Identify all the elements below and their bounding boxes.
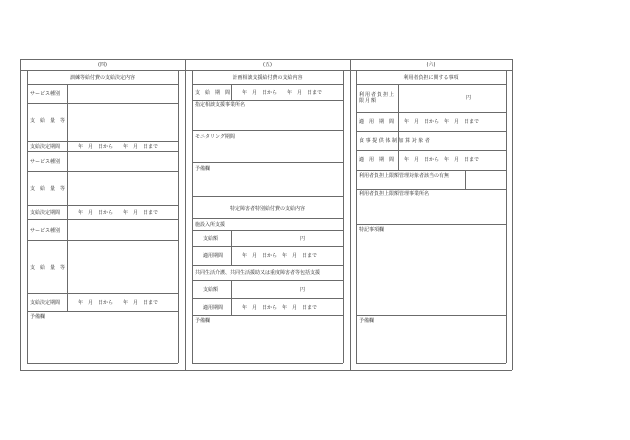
col5-inner-bottom xyxy=(192,363,343,364)
col5-period-label: 支 給 期 間 xyxy=(195,90,231,96)
col6-applicable-period-value-1: 年 月 日から 年 月 日まで xyxy=(404,119,480,125)
column-header-6: (六) xyxy=(426,62,436,68)
col5-designated-office-label: 指定相談支援事業所名 xyxy=(195,102,246,108)
col5-facility-support-label: 施設入所支援 xyxy=(195,222,226,228)
col4-service-type-label-3: サービス種別 xyxy=(30,228,61,234)
col6-inner-right xyxy=(506,70,507,363)
col6-inner-bottom xyxy=(356,363,506,364)
col6-cap-management-office-label: 利用者負担上限額管理事業所名 xyxy=(359,191,430,197)
frame-bottom xyxy=(20,370,512,371)
col6-monthly-cap-label: 利用者負担上限月額 xyxy=(359,92,396,104)
frame-right xyxy=(512,59,513,370)
col4-remarks-label: 予備欄 xyxy=(30,314,46,320)
col6-applicable-period-value-2: 年 月 日から 年 月 日まで xyxy=(404,157,480,163)
col5-applicable-period-label-2: 適用期間 xyxy=(203,305,224,311)
frame-top xyxy=(20,59,512,60)
col5-applicable-period-value-2: 年 月 日から 年 月 日まで xyxy=(242,305,318,311)
header-divider xyxy=(20,70,512,71)
col4-period-label-1: 支給決定期間 xyxy=(30,144,61,150)
col6-title: 利用者負担に関する事項 xyxy=(403,75,459,81)
col4-service-type-label-2: サービス種別 xyxy=(30,159,61,165)
col5-applicable-period-label-1: 適用期間 xyxy=(203,253,224,259)
column-divider-2 xyxy=(350,59,351,370)
col4-period-value-3: 年 月 日から 年 月 日まで xyxy=(78,300,159,306)
col4-amount-label-3: 支 給 量 等 xyxy=(30,265,66,271)
col6-applicable-period-label-1: 適 用 期 間 xyxy=(359,119,395,125)
col6-cap-management-label: 利用者負担上限額管理対象者該当の有無 xyxy=(359,173,450,179)
col5-applicable-period-value-1: 年 月 日から 年 月 日まで xyxy=(242,253,318,259)
col6-remarks-label: 予備欄 xyxy=(359,318,375,324)
col4-amount-label-2: 支 給 量 等 xyxy=(30,186,66,192)
col6-inner-left xyxy=(356,70,357,363)
col5-payment-amount-label-2: 支給額 xyxy=(203,287,219,293)
col5-inner-left xyxy=(192,70,193,363)
col5-title: 計画相談支援給付費の支給内容 xyxy=(232,75,303,81)
col5-period-value: 年 月 日から 年 月 日まで xyxy=(242,90,323,96)
column-header-4: (四) xyxy=(98,62,107,68)
col5-reserve-label: 予備欄 xyxy=(195,166,211,172)
col4-title: 訓練等給付費の支給決定内容 xyxy=(69,75,135,81)
frame-left xyxy=(20,59,21,370)
col4-label-divider xyxy=(67,84,68,311)
col5-remarks-label: 予備欄 xyxy=(195,318,211,324)
col6-special-notes-label: 特記事項欄 xyxy=(359,227,385,233)
col5-monitoring-label: モニタリング期間 xyxy=(195,134,235,140)
col6-meal-label: 食 事 提 供 体 制 加 算 対 象 者 xyxy=(359,138,430,144)
col5-special-title: 特定障害者特別給付費の支給内容 xyxy=(229,206,305,212)
col5-yen-1: 円 xyxy=(300,236,306,242)
col4-period-value-2: 年 月 日から 年 月 日まで xyxy=(78,210,159,216)
col5-yen-2: 円 xyxy=(300,287,306,293)
column-divider-1 xyxy=(185,59,186,370)
col4-inner-right xyxy=(178,70,179,363)
col6-yen: 円 xyxy=(466,95,472,101)
col4-period-value-1: 年 月 日から 年 月 日まで xyxy=(78,144,159,150)
col6-applicable-period-label-2: 適 用 期 間 xyxy=(359,157,395,163)
column-header-5: (五) xyxy=(263,62,272,68)
col4-inner-bottom xyxy=(27,363,178,364)
col4-service-type-label-1: サービス種別 xyxy=(30,91,61,97)
col5-group-home-label: 共同生活介護、共同生活援助又は重度障害者等包括支援 xyxy=(195,270,321,276)
col5-inner-right xyxy=(343,70,344,363)
col4-inner-left xyxy=(27,70,28,363)
col4-period-label-2: 支給決定期間 xyxy=(30,210,61,216)
col5-payment-amount-label-1: 支給額 xyxy=(203,236,219,242)
col4-period-label-3: 支給決定期間 xyxy=(30,300,61,306)
col4-amount-label-1: 支 給 量 等 xyxy=(30,118,66,124)
